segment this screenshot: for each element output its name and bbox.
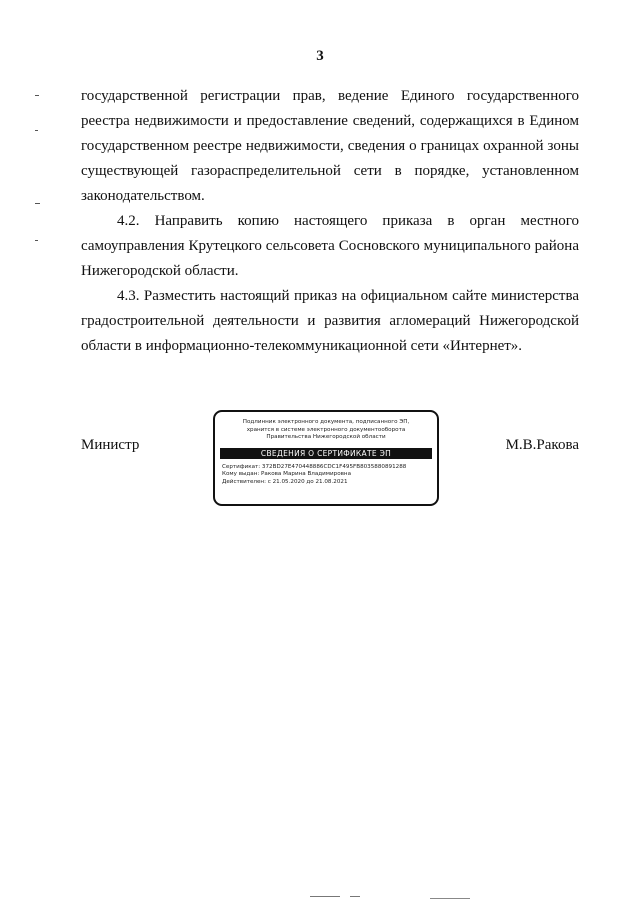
stamp-header-line: хранится в системе электронного документооборота xyxy=(246,426,406,433)
document-body xyxy=(81,84,579,359)
scan-mark xyxy=(350,896,360,897)
scan-mark xyxy=(35,203,40,204)
electronic-signature-stamp xyxy=(213,410,439,506)
stamp-header xyxy=(215,419,437,442)
signer-position: Министр xyxy=(81,437,140,453)
paragraph-4-3: 4.3. Разместить настоящий приказ на официальном сайте министерства градостроительной деятельности и развития агломераций Нижегородской области в информационно-телекоммуникационной сети «Интернет». xyxy=(81,288,579,354)
scan-mark xyxy=(430,898,470,899)
signer-name: М.В.Ракова xyxy=(505,437,579,453)
page-number: 3 xyxy=(316,48,324,64)
stamp-header-line: Правительства Нижегородской области xyxy=(266,434,386,440)
paragraph-4-2: 4.2. Направить копию настоящего приказа в орган местного самоуправления Крутецкого сельсовета Сосновского муниципального района Нижегородской области. xyxy=(81,213,579,279)
scan-mark xyxy=(35,95,39,96)
scan-mark xyxy=(310,896,340,897)
stamp-title: СВЕДЕНИЯ О СЕРТИФИКАТЕ ЭП xyxy=(220,448,432,459)
paragraph-continuation: государственной регистрации прав, ведение Единого государственного реестра недвижимости и предоставление сведений, содержащихся в Едином государственном реестре недвижимости, сведения о границах охранной зоны существующей газораспределительной сети в порядке, установленном законодательством. xyxy=(81,88,579,204)
stamp-details xyxy=(222,464,437,487)
scan-mark xyxy=(35,240,38,241)
stamp-validity: Действителен: с 21.05.2020 до 21.08.2021 xyxy=(222,478,348,485)
stamp-header-line: Подлинник электронного документа, подписанного ЭП, xyxy=(242,419,410,425)
stamp-certificate: Сертификат: 372BD27E470448886CDC1F495FB8035880891288 xyxy=(222,463,407,470)
scan-mark xyxy=(35,130,38,131)
stamp-issued-to: Кому выдан: Ракова Марина Владимировна xyxy=(222,471,351,477)
